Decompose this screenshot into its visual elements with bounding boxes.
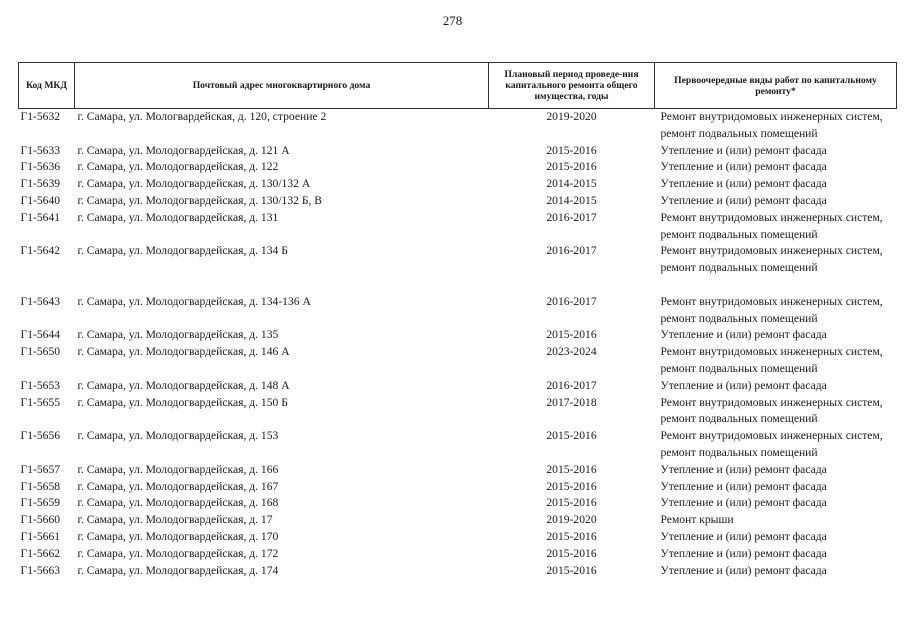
row-address: г. Самара, ул. Молодогвардейская, д. 146 А xyxy=(77,345,290,359)
row-works xyxy=(655,344,897,378)
row-address: г. Самара, ул. Молодогвардейская, д. 135 xyxy=(77,328,279,342)
table-row xyxy=(19,495,897,512)
row-code: Г1-5663 xyxy=(20,563,61,577)
works-line: ремонт подвальных помещений xyxy=(660,361,818,375)
row-period: 2015-2016 xyxy=(546,462,597,476)
row-works xyxy=(655,495,897,512)
row-period: 2015-2016 xyxy=(546,328,597,342)
row-address: г. Самара, ул. Молодогвардейская, д. 130/132 Б, В xyxy=(77,193,323,207)
row-code: Г1-5655 xyxy=(20,395,61,409)
works-line: Ремонт внутридомовых инженерных систем, xyxy=(660,395,883,409)
header-works: Первоочередные виды работ по капитальному ремонту* xyxy=(655,63,897,109)
table-row xyxy=(19,294,897,328)
works-line: Утепление и (или) ремонт фасада xyxy=(660,328,827,342)
row-code: Г1-5661 xyxy=(20,529,61,543)
row-works xyxy=(655,294,897,328)
row-period: 2015-2016 xyxy=(546,496,597,510)
table-row xyxy=(19,546,897,563)
row-works xyxy=(655,428,897,462)
row-code: Г1-5644 xyxy=(20,328,61,342)
table-row xyxy=(19,563,897,580)
row-address: г. Самара, ул. Молодогвардейская, д. 121 А xyxy=(77,143,290,157)
table-row xyxy=(19,193,897,210)
row-code: Г1-5636 xyxy=(20,160,61,174)
row-address: г. Самара, ул. Молодогвардейская, д. 170 xyxy=(77,529,279,543)
table-row xyxy=(19,428,897,462)
table-row xyxy=(19,344,897,378)
row-code: Г1-5641 xyxy=(20,210,61,224)
table-row xyxy=(19,512,897,529)
repair-schedule-table-container xyxy=(18,62,896,579)
works-line: Ремонт внутридомовых инженерных систем, xyxy=(660,294,883,308)
row-code: Г1-5660 xyxy=(20,513,61,527)
works-line: Утепление и (или) ремонт фасада xyxy=(660,462,827,476)
header-period: Плановый период проведе-ния капитального ремонта общего имущества, годы xyxy=(489,63,655,109)
works-line: Утепление и (или) ремонт фасада xyxy=(660,529,827,543)
row-address: г. Самара, ул. Молодогвардейская, д. 134-136 А xyxy=(77,294,311,308)
row-address: г. Самара, ул. Молодогвардейская, д. 17 xyxy=(77,513,273,527)
works-line: ремонт подвальных помещений xyxy=(660,311,818,325)
row-period: 2015-2016 xyxy=(546,479,597,493)
row-code: Г1-5642 xyxy=(20,244,61,258)
row-address: г. Самара, ул. Молодогвардейская, д. 153 xyxy=(77,429,279,443)
row-works xyxy=(655,395,897,429)
row-works xyxy=(655,109,897,143)
table-row xyxy=(19,462,897,479)
row-period: 2023-2024 xyxy=(546,345,597,359)
works-line: Утепление и (или) ремонт фасада xyxy=(660,193,827,207)
row-code: Г1-5658 xyxy=(20,479,61,493)
table-row xyxy=(19,210,897,244)
table-row xyxy=(19,327,897,344)
row-period: 2016-2017 xyxy=(546,378,597,392)
works-line: Ремонт внутридомовых инженерных систем, xyxy=(660,210,883,224)
table-header xyxy=(19,63,897,109)
row-works xyxy=(655,378,897,395)
row-works xyxy=(655,529,897,546)
row-works xyxy=(655,479,897,496)
works-line: ремонт подвальных помещений xyxy=(660,261,818,275)
header-address: Почтовый адрес многоквартирного дома xyxy=(75,63,489,109)
table-row xyxy=(19,159,897,176)
row-works xyxy=(655,546,897,563)
table-row xyxy=(19,143,897,160)
works-line: ремонт подвальных помещений xyxy=(660,412,818,426)
table-row xyxy=(19,378,897,395)
row-address: г. Самара, ул. Молодогвардейская, д. 172 xyxy=(77,546,279,560)
works-line: Ремонт внутридомовых инженерных систем, xyxy=(660,244,883,258)
works-line: Утепление и (или) ремонт фасада xyxy=(660,563,827,577)
row-period: 2016-2017 xyxy=(546,210,597,224)
header-code: Код МКД xyxy=(19,63,75,109)
repair-schedule-table xyxy=(18,62,897,579)
row-period: 2015-2016 xyxy=(546,546,597,560)
row-code: Г1-5653 xyxy=(20,378,61,392)
row-works xyxy=(655,176,897,193)
row-period: 2015-2016 xyxy=(546,429,597,443)
row-code: Г1-5643 xyxy=(20,294,61,308)
row-period: 2015-2016 xyxy=(546,160,597,174)
row-address: г. Самара, ул. Молодогвардейская, д. 130/132 А xyxy=(77,177,311,191)
row-code: Г1-5640 xyxy=(20,193,61,207)
works-line: Утепление и (или) ремонт фасада xyxy=(660,546,827,560)
works-line: Ремонт внутридомовых инженерных систем, xyxy=(660,345,883,359)
row-code: Г1-5656 xyxy=(20,429,61,443)
row-code: Г1-5662 xyxy=(20,546,61,560)
row-address: г. Самара, ул. Мологвардейская, д. 120, строение 2 xyxy=(77,110,327,123)
works-line: Утепление и (или) ремонт фасада xyxy=(660,378,827,392)
row-period: 2014-2015 xyxy=(546,177,597,191)
row-code: Г1-5633 xyxy=(20,143,61,157)
row-code: Г1-5639 xyxy=(20,177,61,191)
works-line: Утепление и (или) ремонт фасада xyxy=(660,143,827,157)
row-address: г. Самара, ул. Молодогвардейская, д. 148 А xyxy=(77,378,290,392)
row-works xyxy=(655,193,897,210)
row-code: Г1-5659 xyxy=(20,496,61,510)
row-works xyxy=(655,243,897,293)
row-address: г. Самара, ул. Молодогвардейская, д. 122 xyxy=(77,160,279,174)
works-line: Утепление и (или) ремонт фасада xyxy=(660,496,827,510)
works-line: ремонт подвальных помещений xyxy=(660,227,818,241)
row-works xyxy=(655,563,897,580)
table-row xyxy=(19,529,897,546)
row-period: 2015-2016 xyxy=(546,143,597,157)
row-period: 2016-2017 xyxy=(546,244,597,258)
row-period: 2017-2018 xyxy=(546,395,597,409)
header-row xyxy=(19,63,897,109)
row-address: г. Самара, ул. Молодогвардейская, д. 166 xyxy=(77,462,279,476)
table-row xyxy=(19,479,897,496)
table-row xyxy=(19,243,897,293)
row-address: г. Самара, ул. Молодогвардейская, д. 150 Б xyxy=(77,395,288,409)
page-number: 278 xyxy=(442,13,463,28)
works-line: Ремонт внутридомовых инженерных систем, xyxy=(660,429,883,443)
row-period: 2015-2016 xyxy=(546,529,597,543)
row-address: г. Самара, ул. Молодогвардейская, д. 134 Б xyxy=(77,244,288,258)
row-address: г. Самара, ул. Молодогвардейская, д. 131 xyxy=(77,210,279,224)
row-period: 2015-2016 xyxy=(546,563,597,577)
table-row xyxy=(19,176,897,193)
row-address: г. Самара, ул. Молодогвардейская, д. 174 xyxy=(77,563,279,577)
works-line: ремонт подвальных помещений xyxy=(660,126,818,140)
row-address: г. Самара, ул. Молодогвардейская, д. 168 xyxy=(77,496,279,510)
row-address: г. Самара, ул. Молодогвардейская, д. 167 xyxy=(77,479,279,493)
row-code: Г1-5657 xyxy=(20,462,61,476)
table-body xyxy=(19,109,897,580)
row-code: Г1-5650 xyxy=(20,345,61,359)
table-row xyxy=(19,395,897,429)
row-period: 2019-2020 xyxy=(546,513,597,527)
works-line: Ремонт крыши xyxy=(660,513,734,527)
row-works xyxy=(655,210,897,244)
works-line: Утепление и (или) ремонт фасада xyxy=(660,160,827,174)
row-works xyxy=(655,143,897,160)
works-line: Утепление и (или) ремонт фасада xyxy=(660,479,827,493)
row-code: Г1-5632 xyxy=(20,110,61,123)
works-line: Ремонт внутридомовых инженерных систем, xyxy=(660,110,883,123)
row-works xyxy=(655,159,897,176)
works-line: ремонт подвальных помещений xyxy=(660,445,818,459)
row-period: 2016-2017 xyxy=(546,294,597,308)
table-row xyxy=(19,109,897,143)
row-works xyxy=(655,327,897,344)
works-line: Утепление и (или) ремонт фасада xyxy=(660,177,827,191)
row-period: 2014-2015 xyxy=(546,193,597,207)
row-period: 2019-2020 xyxy=(546,110,597,123)
row-works xyxy=(655,462,897,479)
row-works xyxy=(655,512,897,529)
